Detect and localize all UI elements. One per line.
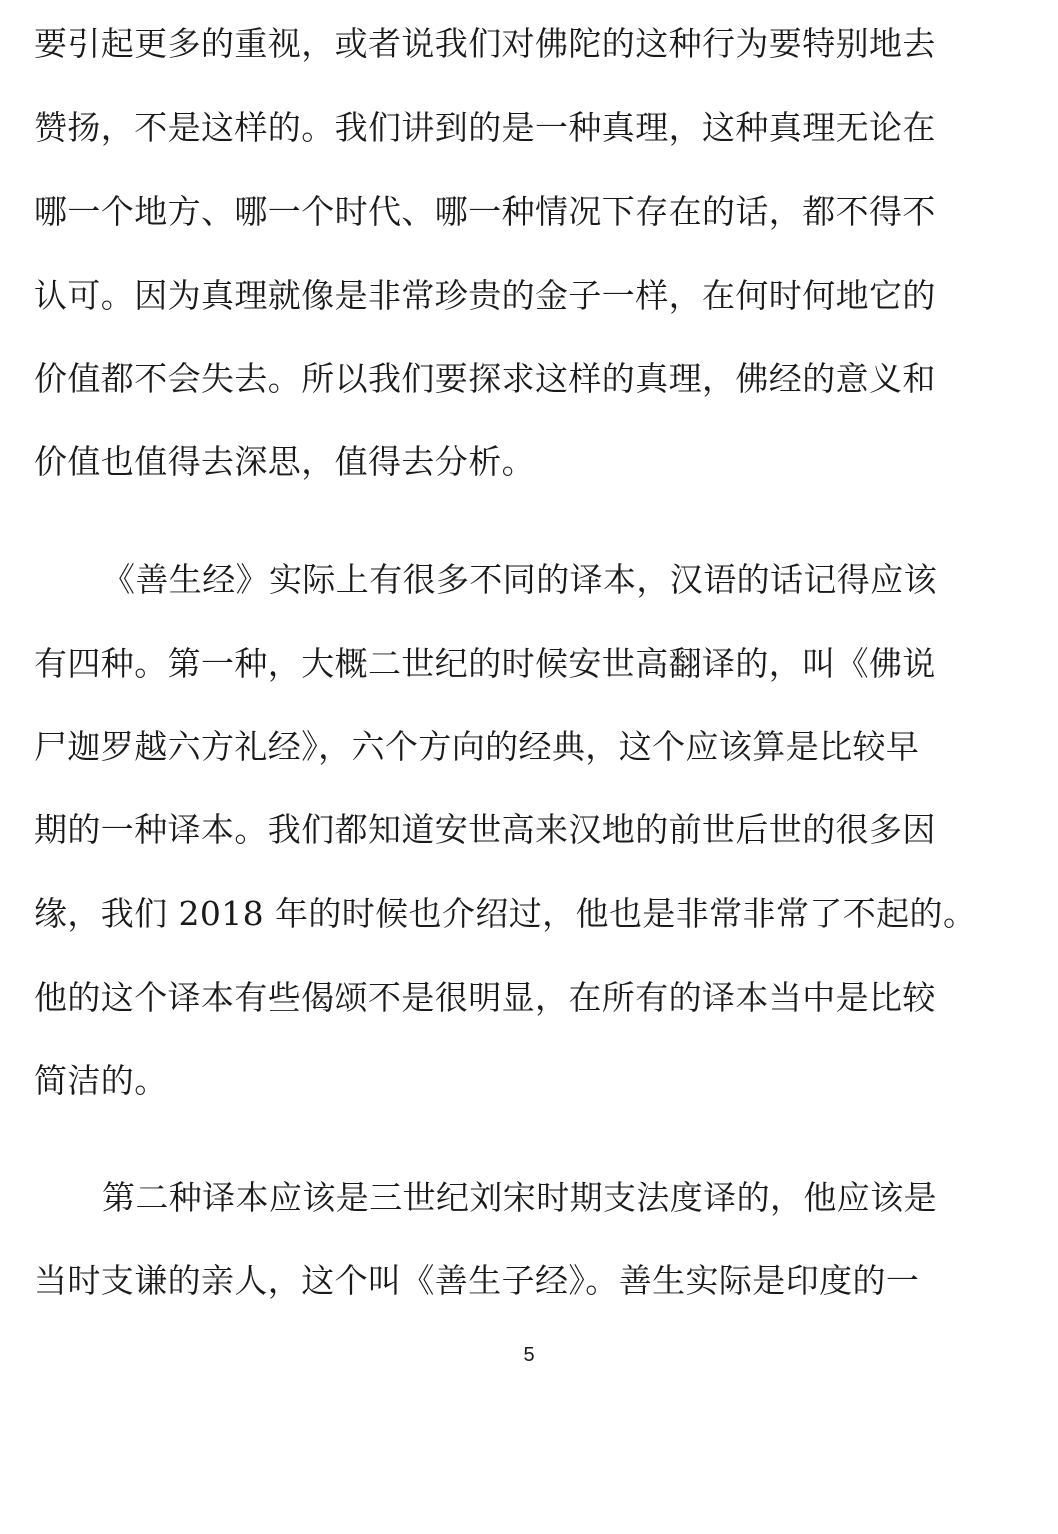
paragraph-2-line-5: 缘，我们 2018 年的时候也介绍过，他也是非常非常了不起的。 (34, 894, 977, 933)
paragraph-2-line-1: 《善生经》实际上有很多不同的译本，汉语的话记得应该 (102, 560, 937, 599)
paragraph-1-line-1: 要引起更多的重视，或者说我们对佛陀的这种行为要特别地去 (34, 24, 936, 63)
paragraph-1-line-4: 认可。因为真理就像是非常珍贵的金子一样，在何时何地它的 (34, 276, 936, 315)
page-number: 5 (523, 1344, 535, 1366)
paragraph-2-line-4: 期的一种译本。我们都知道安世高来汉地的前世后世的很多因 (34, 810, 936, 849)
paragraph-3-line-2: 当时支谦的亲人，这个叫《善生子经》。善生实际是印度的一 (34, 1261, 920, 1300)
paragraph-3-line-1: 第二种译本应该是三世纪刘宋时期支法度译的，他应该是 (102, 1178, 937, 1217)
paragraph-1-line-6: 价值也值得去深思，值得去分析。 (34, 442, 535, 481)
paragraph-1-line-2: 赞扬，不是这样的。我们讲到的是一种真理，这种真理无论在 (34, 108, 936, 147)
paragraph-2-line-6: 他的这个译本有些偈颂不是很明显，在所有的译本当中是比较 (34, 978, 936, 1017)
paragraph-1-line-5: 价值都不会失去。所以我们要探求这样的真理，佛经的意义和 (34, 359, 936, 398)
paragraph-2-line-2: 有四种。第一种，大概二世纪的时候安世高翻译的，叫《佛说 (34, 644, 936, 683)
paragraph-1-line-3: 哪一个地方、哪一个时代、哪一种情况下存在的话，都不得不 (34, 192, 936, 231)
paragraph-2-line-7: 简洁的。 (34, 1061, 168, 1100)
paragraph-2-line-3: 尸迦罗越六方礼经》，六个方向的经典，这个应该算是比较早 (34, 727, 920, 766)
